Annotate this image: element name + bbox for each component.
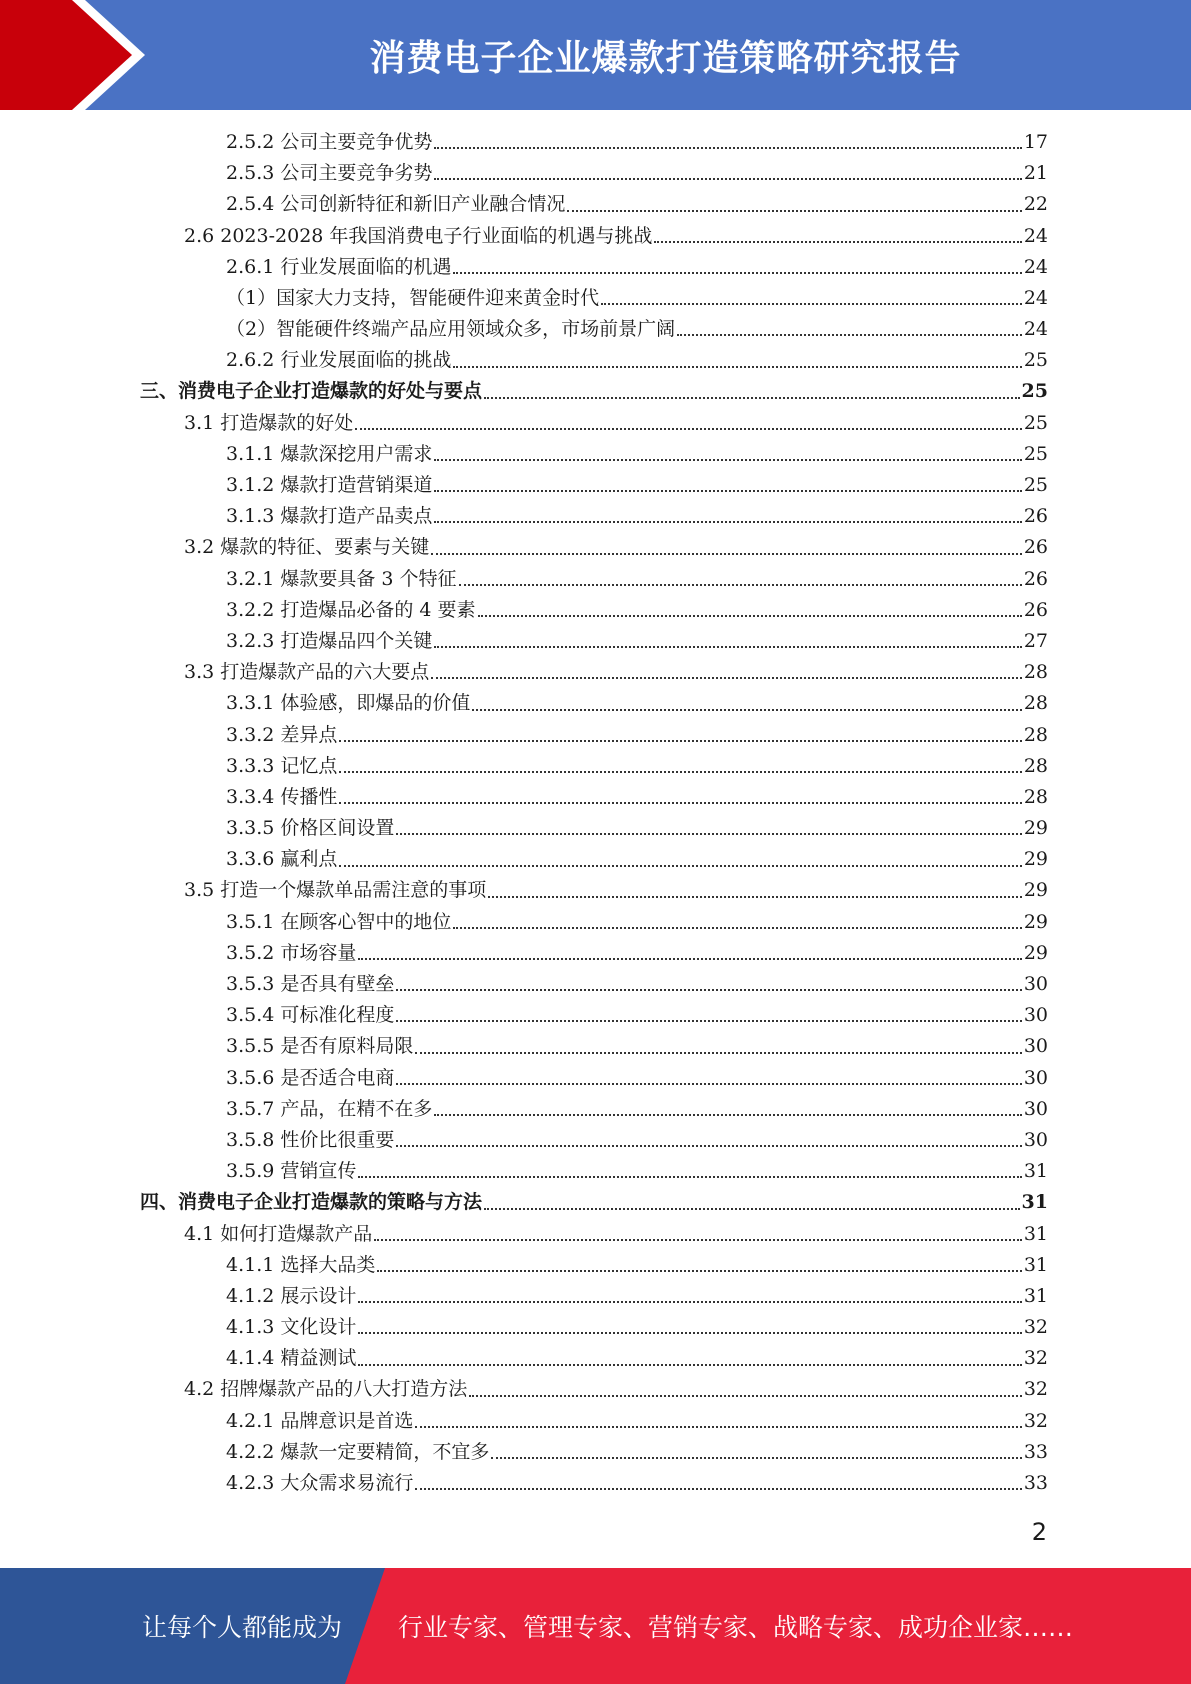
toc-entry-label: 2.5.3 公司主要竞争劣势 — [226, 162, 433, 185]
toc-entry-page: 31 — [1023, 1253, 1048, 1276]
toc-entry[interactable] — [140, 1406, 1048, 1437]
toc-entry-page: 25 — [1023, 411, 1048, 434]
toc-leader-dots — [601, 302, 1022, 305]
toc-entry[interactable] — [140, 844, 1048, 875]
toc-entry[interactable] — [140, 1063, 1048, 1094]
toc-entry-page: 25 — [1023, 349, 1048, 372]
toc-leader-dots — [434, 1113, 1021, 1116]
toc-entry-page: 28 — [1023, 754, 1048, 777]
toc-entry[interactable] — [140, 439, 1048, 470]
toc-entry-label: 3.3.6 赢利点 — [226, 848, 338, 871]
toc-entry-page: 29 — [1023, 879, 1048, 902]
toc-leader-dots — [396, 832, 1021, 835]
toc-entry-label: 3.5.2 市场容量 — [226, 941, 357, 964]
toc-leader-dots — [415, 1487, 1021, 1490]
toc-entry[interactable] — [140, 127, 1048, 158]
toc-entry-label: 3.1.3 爆款打造产品卖点 — [226, 505, 433, 528]
toc-leader-dots — [396, 1144, 1021, 1147]
toc-leader-dots — [358, 1175, 1021, 1178]
toc-entry-page: 29 — [1023, 910, 1048, 933]
toc-entry[interactable] — [140, 1468, 1048, 1499]
toc-entry-page: 33 — [1023, 1472, 1048, 1495]
toc-entry[interactable] — [140, 377, 1048, 408]
toc-leader-dots — [431, 676, 1022, 679]
toc-entry[interactable] — [140, 158, 1048, 189]
toc-entry[interactable] — [140, 1031, 1048, 1062]
toc-leader-dots — [453, 271, 1021, 274]
toc-entry-page: 24 — [1023, 286, 1048, 309]
toc-leader-dots — [339, 739, 1021, 742]
toc-entry-label: 3.5.1 在顾客心智中的地位 — [226, 910, 452, 933]
toc-entry-page: 33 — [1023, 1440, 1048, 1463]
toc-leader-dots — [434, 146, 1021, 149]
toc-entry-label: 3.1 打造爆款的好处 — [184, 411, 354, 434]
toc-leader-dots — [358, 1331, 1021, 1334]
toc-entry-page: 26 — [1023, 567, 1048, 590]
toc-entry-page: 30 — [1023, 1128, 1048, 1151]
toc-entry-page: 26 — [1023, 536, 1048, 559]
table-of-contents — [140, 127, 1048, 1499]
toc-entry-label: 3.2.1 爆款要具备 3 个特征 — [226, 567, 457, 590]
toc-entry[interactable] — [140, 813, 1048, 844]
toc-entry[interactable] — [140, 283, 1048, 314]
toc-entry-label: 3.5.3 是否具有壁垒 — [226, 973, 395, 996]
toc-entry-label: 3.3.5 价格区间设置 — [226, 817, 395, 840]
toc-leader-dots — [415, 1051, 1021, 1054]
toc-leader-dots — [434, 458, 1021, 461]
toc-leader-dots — [434, 489, 1021, 492]
toc-entry-page: 28 — [1023, 661, 1048, 684]
toc-entry[interactable] — [140, 345, 1048, 376]
toc-entry-label: 4.1.1 选择大品类 — [226, 1253, 376, 1276]
toc-entry[interactable] — [140, 657, 1048, 688]
toc-entry[interactable] — [140, 1250, 1048, 1281]
toc-entry-label: 3.5.9 营销宣传 — [226, 1160, 357, 1183]
toc-entry-label: 3.3 打造爆款产品的六大要点 — [184, 661, 430, 684]
toc-entry-label: 3.3.4 传播性 — [226, 785, 338, 808]
toc-entry-page: 30 — [1023, 1097, 1048, 1120]
toc-leader-dots — [358, 1363, 1021, 1366]
toc-leader-dots — [415, 1425, 1021, 1428]
header-arrow-icon — [0, 0, 160, 110]
toc-entry-label: 2.6.2 行业发展面临的挑战 — [226, 349, 452, 372]
toc-entry-label: 四、消费电子企业打造爆款的策略与方法 — [140, 1191, 483, 1214]
toc-leader-dots — [339, 801, 1021, 804]
toc-entry-label: 3.2.3 打造爆品四个关键 — [226, 629, 433, 652]
toc-entry-label: 4.1.4 精益测试 — [226, 1347, 357, 1370]
toc-entry-label: 2.6.1 行业发展面临的机遇 — [226, 255, 452, 278]
toc-entry[interactable] — [140, 1094, 1048, 1125]
toc-entry-label: 4.2.2 爆款一定要精简，不宜多 — [226, 1440, 490, 1463]
toc-entry[interactable] — [140, 1187, 1048, 1218]
toc-entry-label: 2.5.2 公司主要竞争优势 — [226, 130, 433, 153]
toc-entry-page: 24 — [1023, 255, 1048, 278]
toc-entry-label: 3.5.4 可标准化程度 — [226, 1004, 395, 1027]
toc-entry-label: 4.2.1 品牌意识是首选 — [226, 1409, 414, 1432]
toc-entry[interactable] — [140, 1125, 1048, 1156]
toc-entry-page: 24 — [1023, 318, 1048, 341]
toc-entry-label: 2.6 2023-2028 年我国消费电子行业面临的机遇与挑战 — [184, 224, 653, 247]
toc-entry-page: 25 — [1021, 380, 1048, 403]
toc-entry-page: 27 — [1023, 629, 1048, 652]
toc-entry-label: （2）智能硬件终端产品应用领域众多，市场前景广阔 — [226, 318, 676, 341]
toc-leader-dots — [355, 427, 1022, 430]
toc-entry-label: 3.3.3 记忆点 — [226, 754, 338, 777]
toc-entry-label: 3.5.5 是否有原料局限 — [226, 1035, 414, 1058]
toc-entry[interactable] — [140, 876, 1048, 907]
toc-entry-label: （1）国家大力支持，智能硬件迎来黄金时代 — [226, 286, 600, 309]
toc-entry[interactable] — [140, 1312, 1048, 1343]
toc-leader-dots — [374, 1238, 1022, 1241]
toc-entry-page: 32 — [1023, 1347, 1048, 1370]
toc-entry-label: 4.1.3 文化设计 — [226, 1316, 357, 1339]
toc-entry-page: 22 — [1023, 193, 1048, 216]
toc-entry-label: 3.3.1 体验感，即爆品的价值 — [226, 692, 471, 715]
toc-entry-label: 4.2 招牌爆款产品的八大打造方法 — [184, 1378, 468, 1401]
footer-slogan: 让每个人都能成为 — [142, 1613, 343, 1642]
toc-entry-page: 32 — [1023, 1409, 1048, 1432]
toc-entry[interactable] — [140, 969, 1048, 1000]
toc-entry-label: 3.5.7 产品，在精不在多 — [226, 1097, 433, 1120]
toc-entry[interactable] — [140, 1437, 1048, 1468]
page-number: 2 — [1031, 1518, 1047, 1546]
toc-entry-page: 17 — [1023, 130, 1048, 153]
toc-leader-dots — [453, 926, 1021, 929]
toc-leader-dots — [488, 895, 1022, 898]
toc-entry[interactable] — [140, 532, 1048, 563]
toc-leader-dots — [396, 1082, 1021, 1085]
toc-leader-dots — [654, 240, 1021, 243]
toc-entry[interactable] — [140, 189, 1048, 220]
toc-entry-label: 3.1.2 爆款打造营销渠道 — [226, 474, 433, 497]
toc-entry-label: 3.1.1 爆款深挖用户需求 — [226, 442, 433, 465]
toc-entry-page: 31 — [1023, 1222, 1048, 1245]
toc-leader-dots — [434, 520, 1021, 523]
toc-leader-dots — [339, 864, 1021, 867]
toc-leader-dots — [491, 1456, 1021, 1459]
toc-leader-dots — [339, 770, 1021, 773]
toc-entry[interactable] — [140, 938, 1048, 969]
toc-entry-page: 30 — [1023, 973, 1048, 996]
toc-leader-dots — [484, 1207, 1020, 1210]
toc-entry-page: 28 — [1023, 692, 1048, 715]
toc-entry-page: 24 — [1023, 224, 1048, 247]
toc-entry-label: 三、消费电子企业打造爆款的好处与要点 — [140, 380, 483, 403]
toc-entry-page: 31 — [1023, 1160, 1048, 1183]
toc-entry-page: 32 — [1023, 1378, 1048, 1401]
toc-entry[interactable] — [140, 688, 1048, 719]
toc-entry[interactable] — [140, 408, 1048, 439]
toc-entry[interactable] — [140, 564, 1048, 595]
toc-entry-page: 30 — [1023, 1004, 1048, 1027]
toc-entry[interactable] — [140, 314, 1048, 345]
toc-entry[interactable] — [140, 751, 1048, 782]
toc-entry[interactable] — [140, 782, 1048, 813]
toc-leader-dots — [396, 1019, 1021, 1022]
toc-entry[interactable] — [140, 1156, 1048, 1187]
toc-entry[interactable] — [140, 1343, 1048, 1374]
toc-entry-label: 3.5.6 是否适合电商 — [226, 1066, 395, 1089]
toc-entry-page: 26 — [1023, 505, 1048, 528]
toc-entry-page: 25 — [1023, 474, 1048, 497]
toc-entry-page: 29 — [1023, 817, 1048, 840]
footer-roles: 行业专家、管理专家、营销专家、战略专家、成功企业家…… — [398, 1613, 1074, 1642]
toc-entry-label: 3.2.2 打造爆品必备的 4 要素 — [226, 598, 476, 621]
toc-entry-page: 28 — [1023, 785, 1048, 808]
toc-entry-page: 26 — [1023, 598, 1048, 621]
toc-leader-dots — [484, 396, 1020, 399]
toc-leader-dots — [358, 957, 1021, 960]
toc-entry-label: 2.5.4 公司创新特征和新旧产业融合情况 — [226, 193, 566, 216]
toc-leader-dots — [469, 1394, 1022, 1397]
page-footer — [0, 1568, 1191, 1684]
toc-entry-page: 25 — [1023, 442, 1048, 465]
toc-leader-dots — [358, 1300, 1021, 1303]
toc-leader-dots — [567, 209, 1021, 212]
toc-leader-dots — [434, 177, 1021, 180]
toc-entry-page: 28 — [1023, 723, 1048, 746]
toc-entry[interactable] — [140, 1281, 1048, 1312]
toc-leader-dots — [431, 552, 1022, 555]
toc-entry[interactable] — [140, 1219, 1048, 1250]
toc-leader-dots — [677, 333, 1022, 336]
toc-entry-label: 4.1 如何打造爆款产品 — [184, 1222, 373, 1245]
toc-entry-page: 30 — [1023, 1035, 1048, 1058]
toc-entry-page: 31 — [1021, 1191, 1048, 1214]
toc-entry[interactable] — [140, 626, 1048, 657]
toc-entry-label: 4.1.2 展示设计 — [226, 1284, 357, 1307]
toc-entry-label: 3.2 爆款的特征、要素与关键 — [184, 536, 430, 559]
toc-entry[interactable] — [140, 221, 1048, 252]
report-title: 消费电子企业爆款打造策略研究报告 — [369, 37, 962, 79]
toc-entry-page: 29 — [1023, 941, 1048, 964]
toc-entry-page: 21 — [1023, 162, 1048, 185]
toc-leader-dots — [396, 988, 1021, 991]
toc-leader-dots — [478, 614, 1022, 617]
toc-entry[interactable] — [140, 501, 1048, 532]
toc-leader-dots — [377, 1269, 1021, 1272]
toc-leader-dots — [434, 645, 1021, 648]
toc-entry[interactable] — [140, 907, 1048, 938]
toc-entry-page: 31 — [1023, 1284, 1048, 1307]
page-header — [0, 0, 1191, 110]
toc-leader-dots — [453, 365, 1021, 368]
toc-leader-dots — [472, 708, 1021, 711]
toc-entry[interactable] — [140, 252, 1048, 283]
toc-entry-page: 29 — [1023, 848, 1048, 871]
toc-entry[interactable] — [140, 1375, 1048, 1406]
toc-leader-dots — [459, 583, 1022, 586]
toc-entry-label: 3.3.2 差异点 — [226, 723, 338, 746]
toc-entry-page: 32 — [1023, 1316, 1048, 1339]
toc-entry-label: 4.2.3 大众需求易流行 — [226, 1472, 414, 1495]
toc-entry-label: 3.5 打造一个爆款单品需注意的事项 — [184, 879, 487, 902]
toc-entry[interactable] — [140, 720, 1048, 751]
toc-entry[interactable] — [140, 595, 1048, 626]
toc-entry-page: 30 — [1023, 1066, 1048, 1089]
toc-entry[interactable] — [140, 470, 1048, 501]
toc-entry[interactable] — [140, 1000, 1048, 1031]
toc-entry-label: 3.5.8 性价比很重要 — [226, 1128, 395, 1151]
